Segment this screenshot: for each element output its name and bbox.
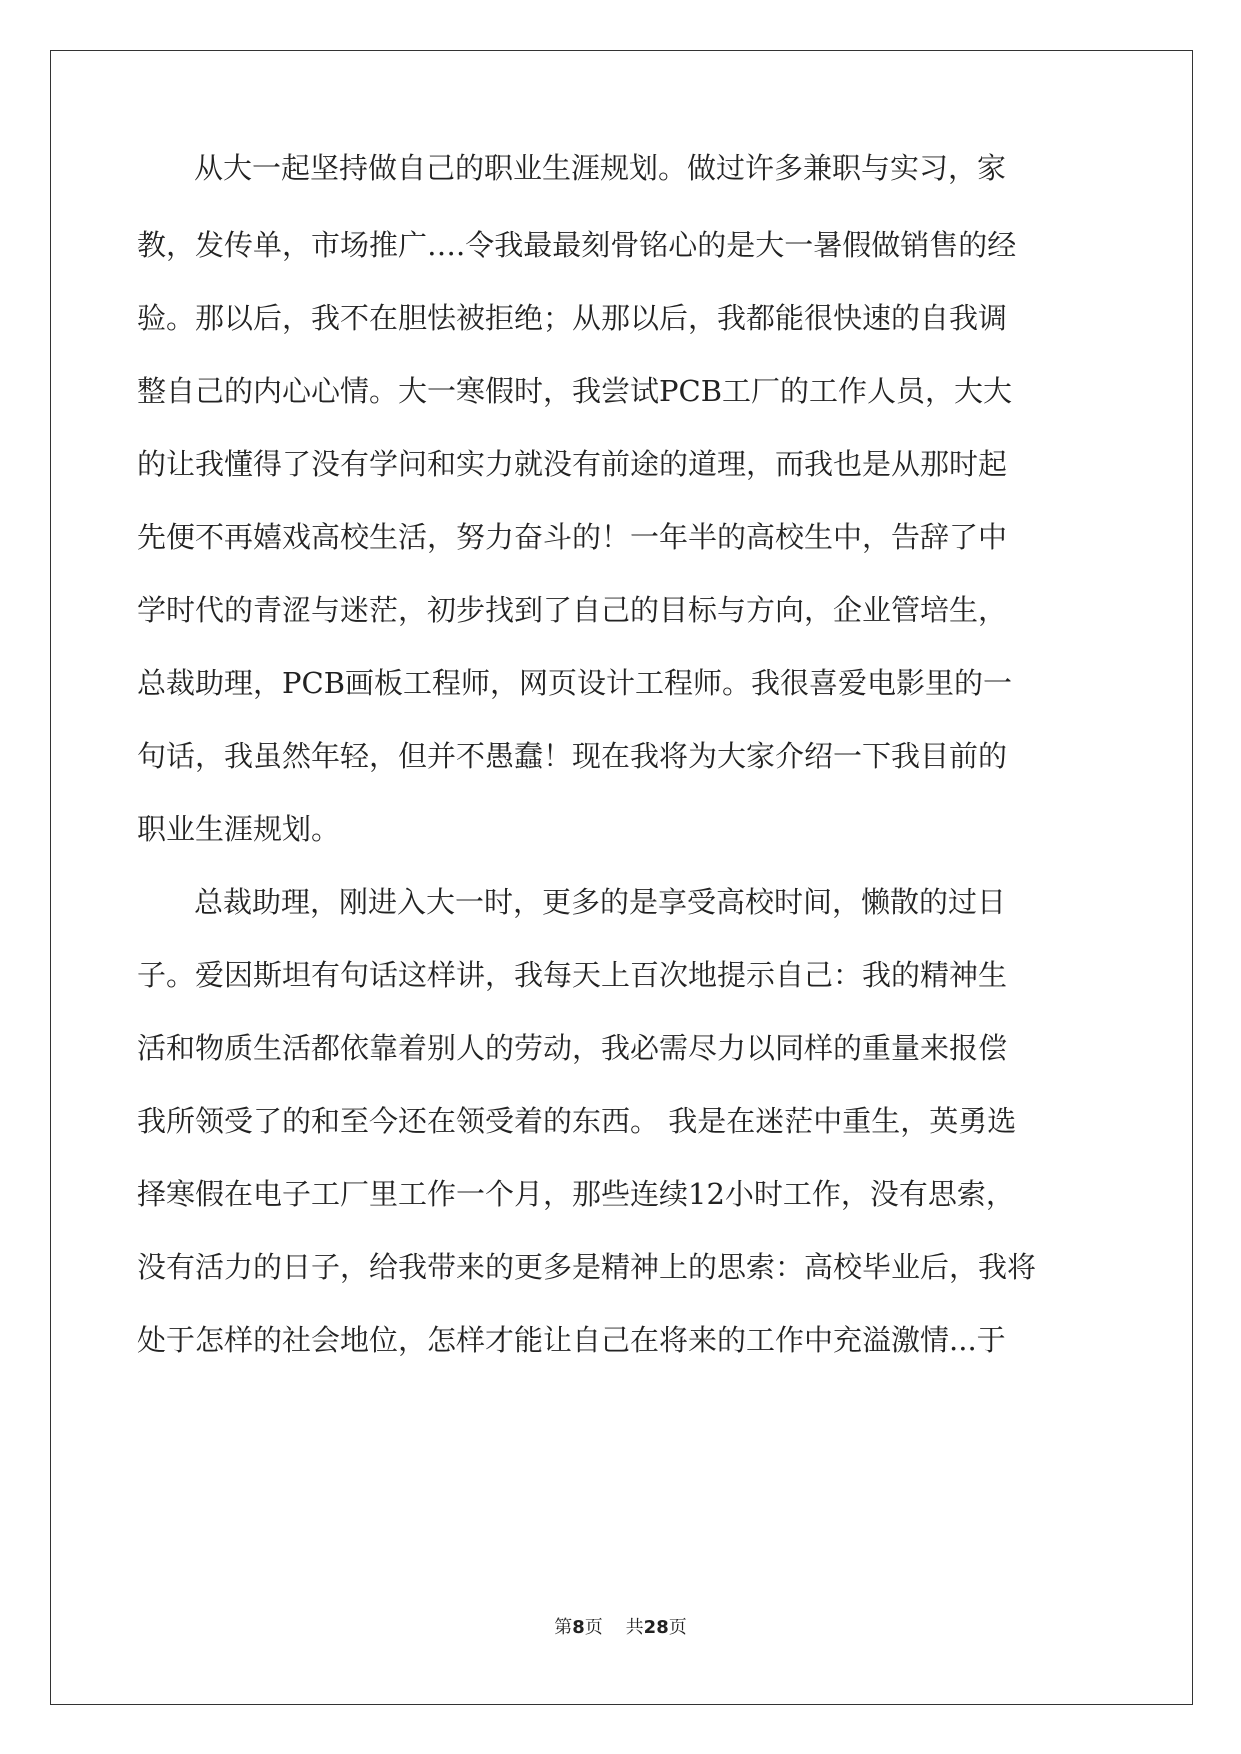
page-footer (0, 1616, 1241, 1640)
text-line: 先便不再嬉戏高校生活，努力奋斗的！一年半的高校生中，告辞了中 (137, 520, 1008, 554)
text-line: 没有活力的日子，给我带来的更多是精神上的思索：高校毕业后，我将 (137, 1250, 1037, 1284)
page-prefix: 第 (554, 1617, 573, 1638)
total-pages: 28 (643, 1617, 669, 1638)
text-line: 总裁助理，PCB画板工程师，网页设计工程师。我很喜爱电影里的一 (137, 666, 1013, 700)
text-line: 从大一起坚持做自己的职业生涯规划。做过许多兼职与实习，家 (194, 151, 1007, 185)
page-number: 8 (572, 1617, 585, 1638)
text-line: 择寒假在电子工厂里工作一个月，那些连续12小时工作，没有思索， (137, 1177, 1015, 1211)
text-line: 整自己的内心心情。大一寒假时，我尝试PCB工厂的工作人员，大大 (137, 374, 1013, 408)
text-line: 处于怎样的社会地位，怎样才能让自己在将来的工作中充溢激情...于 (137, 1323, 1006, 1357)
total-prefix: 共 (625, 1617, 644, 1638)
text-line: 职业生涯规划。 (137, 812, 341, 846)
text-line: 总裁助理，刚进入大一时，更多的是享受高校时间，懒散的过日 (194, 885, 1007, 919)
text-line: 教，发传单，市场推广….令我最最刻骨铭心的是大一暑假做销售的经 (137, 228, 1017, 262)
text-line: 验。那以后，我不在胆怯被拒绝；从那以后，我都能很快速的自我调 (137, 301, 1008, 335)
text-line: 的让我懂得了没有学问和实力就没有前途的道理，而我也是从那时起 (137, 447, 1008, 481)
text-line: 句话，我虽然年轻，但并不愚蠢！现在我将为大家介绍一下我目前的 (137, 739, 1008, 773)
page-suffix: 页 (584, 1617, 603, 1638)
text-line: 活和物质生活都依靠着别人的劳动，我必需尽力以同样的重量来报偿 (137, 1031, 1008, 1065)
text-line: 学时代的青涩与迷茫，初步找到了自己的目标与方向，企业管培生， (137, 593, 1008, 627)
text-line: 我所领受了的和至今还在领受着的东西。 我是在迷茫中重生，英勇选 (137, 1104, 1017, 1138)
text-line: 子。爱因斯坦有句话这样讲，我每天上百次地提示自己：我的精神生 (137, 958, 1008, 992)
total-suffix: 页 (668, 1617, 687, 1638)
